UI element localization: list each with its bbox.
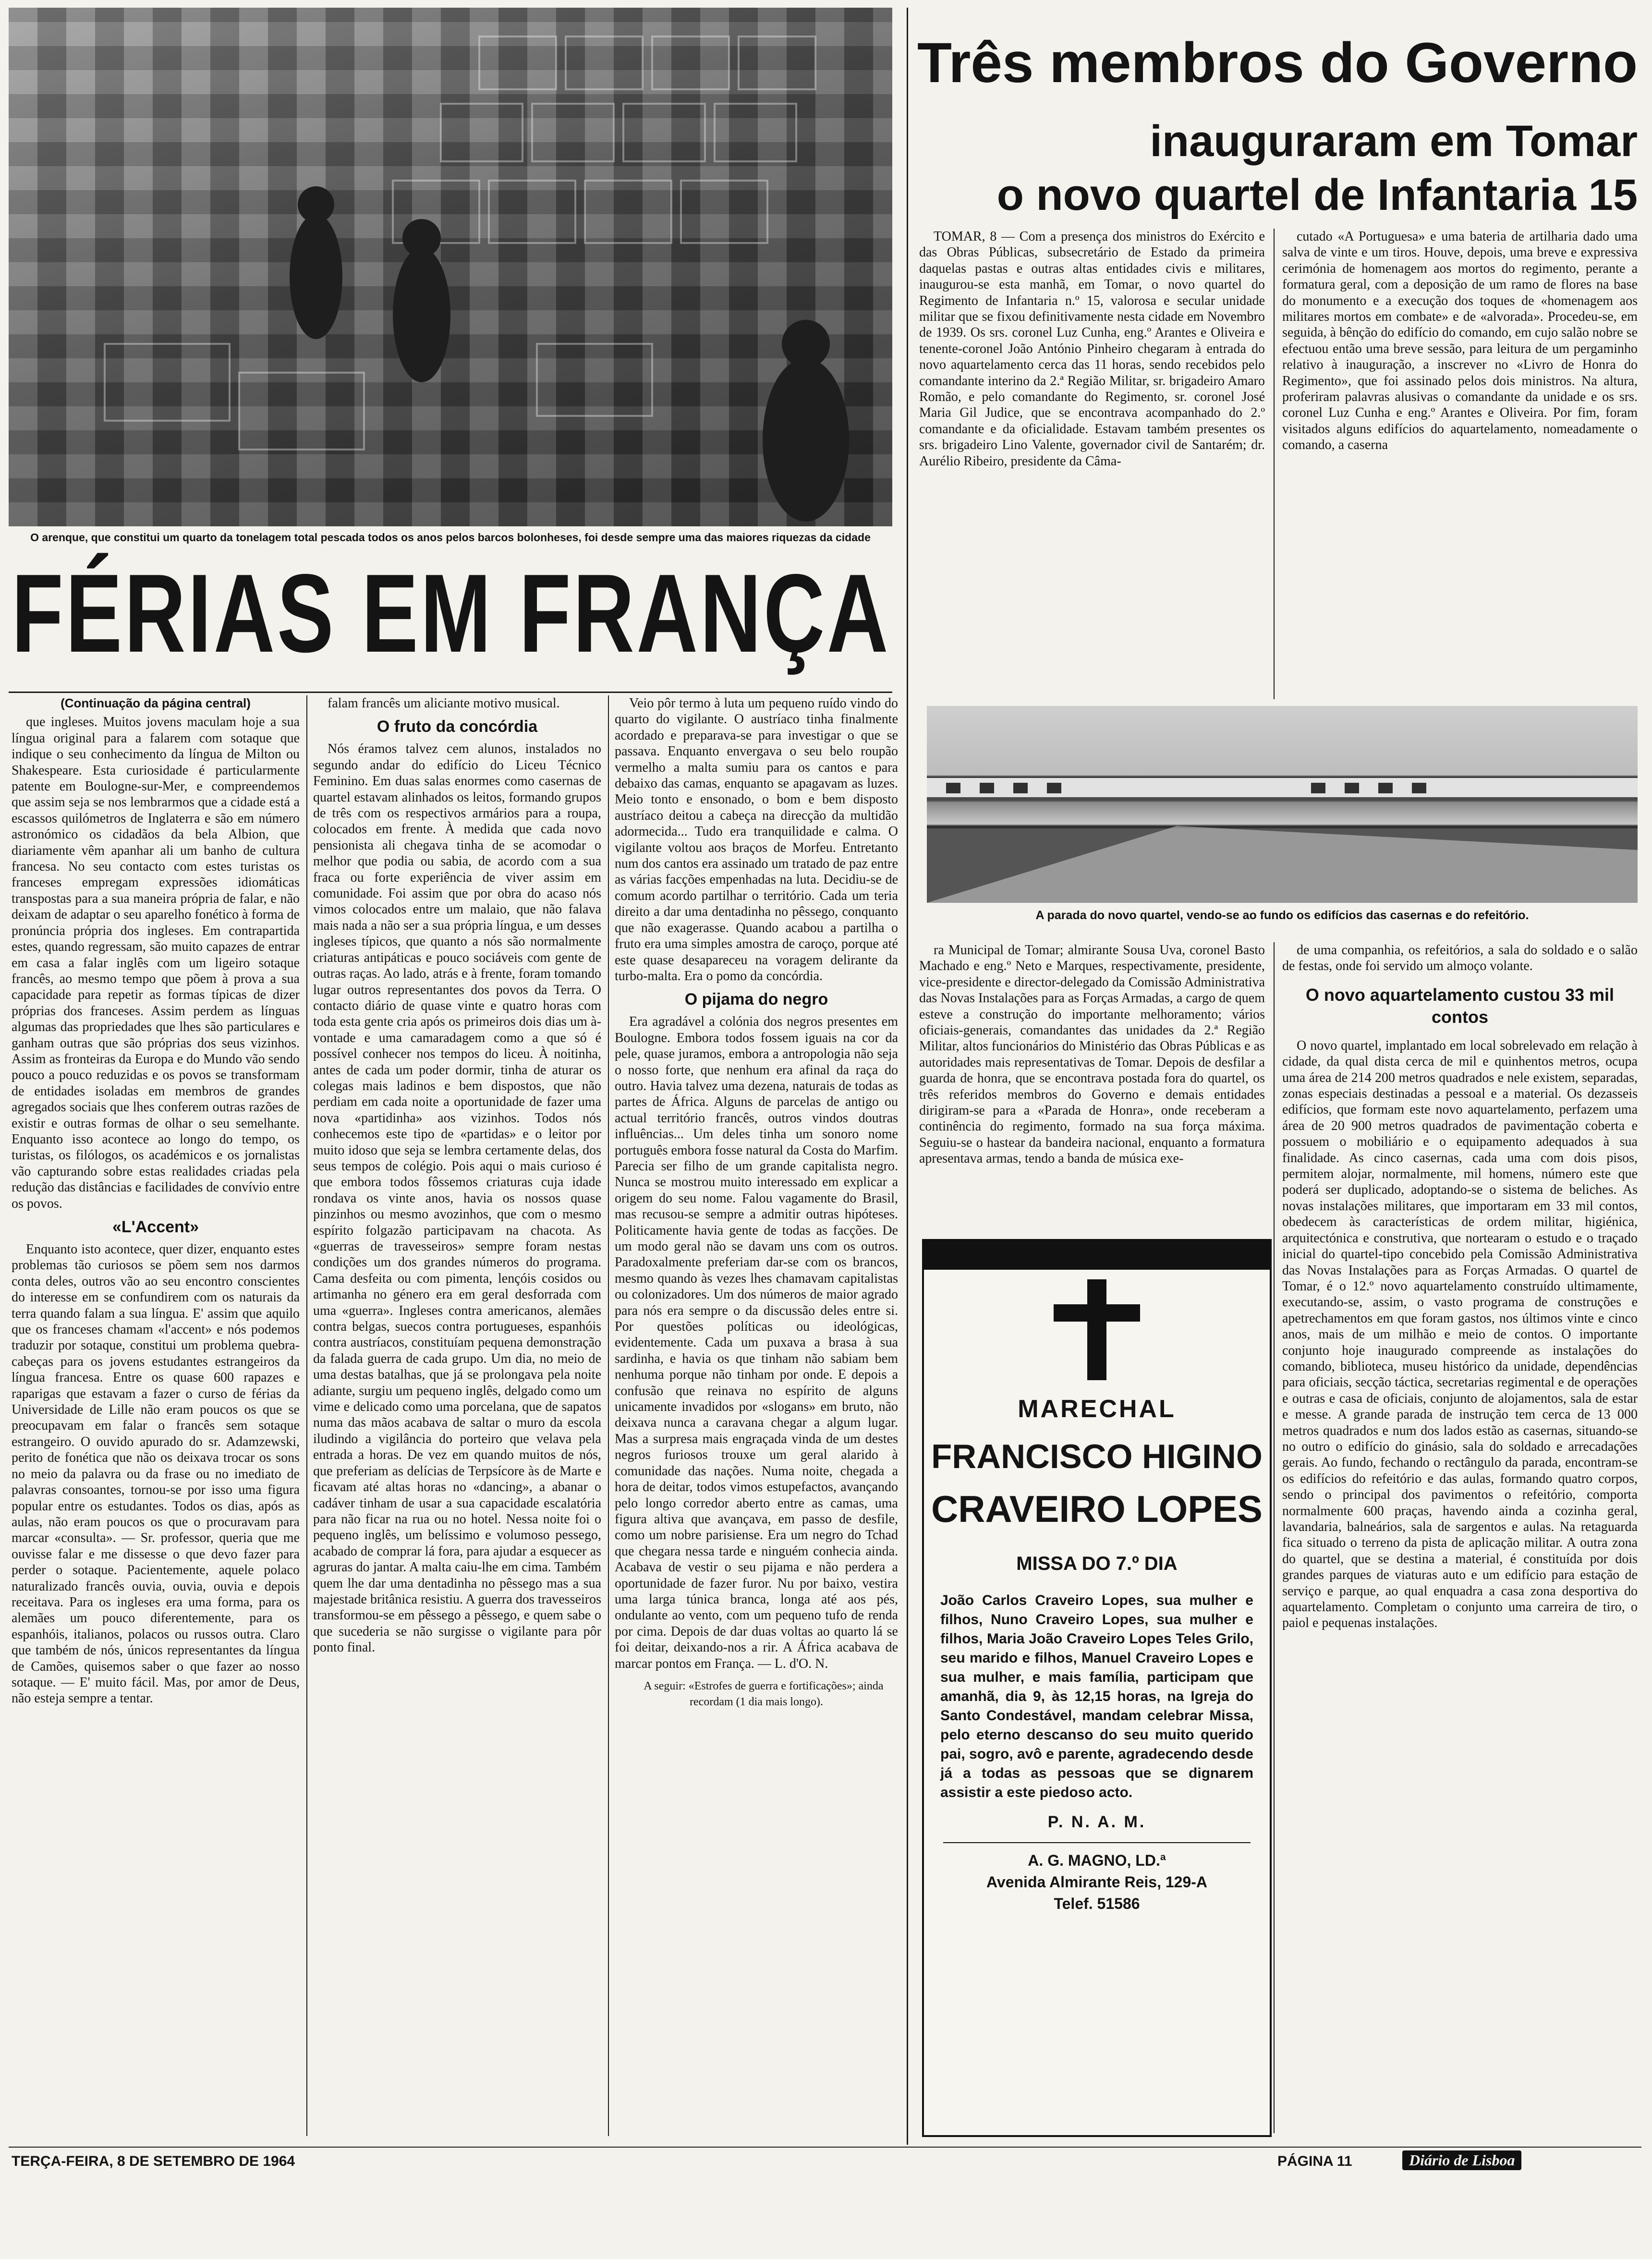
- feature-paragraph: que ingleses. Muitos jovens maculam hoje a sua língua original para a falarem com sotaque que indique o seu conhecimento da língua de Milton ou Shakespeare. Esta curiosidade é particularmente patente em Boulogne-sur-Mer, e compreendemos que assim seja se nos lembrarmos que a cidade está a escassos quilómetros de Inglaterra e são em número astronómico os cidadãos da bela Albion, que diariamente vêm apanhar ali um banho de cultura francesa. No seu contacto com estes turistas os franceses empregam expressões idiomáticas transpostas para a sua maneira própria de falar, e não deixam de adaptar o seu aparelho fonético à forma de pronúncia própria dos ingleses. Em contrapartida estes, quando regressam, são muito capazes de entrar em casa a falar inglês com um ligeiro sotaque francês, ao mesmo tempo que põem à prova a sua capacidade para repetir as formas típicas de dizer próprias dos franceses. Assim perdem as línguas algumas das propriedades que lhes são particulares e ganham outras que são próprias dos seus vizinhos. Assim as fronteiras da Europa e do Mundo vão sendo pouco a pouco reduzidas e os povos se transformam de entidades isoladas em membros de grandes agregados sociais que lhes conferem outras razões de existir e outras formas de olhar o seu semelhante. Enquanto isso acontece ao longo do tempo, os turistas, os filólogos, os académicos e os jornalistas vão capturando sobre estas realidades criadas pela redução das distâncias e facilidades de convívio entre os povos.: [12, 715, 300, 1211]
- subhead-fruto: O fruto da concórdia: [377, 717, 538, 736]
- funeral-agency-phone: Telef. 51586: [1054, 1895, 1140, 1912]
- tomar-column-a-top: [919, 229, 1265, 699]
- tomar-headline-2: inauguraram em Tomar: [1150, 117, 1638, 166]
- tomar-column-b-bottom: [1282, 942, 1638, 2133]
- column-divider: [608, 695, 609, 2136]
- obituary-top-bar: [924, 1241, 1270, 1270]
- tomar-headline-1: Três membros do Governo: [917, 31, 1638, 94]
- subhead-custo: O novo aquartelamento custou 33 mil contos: [1305, 984, 1615, 1027]
- feature-paragraph: Veio pôr termo à luta um pequeno ruído vindo do quarto do vigilante. O austríaco tinha finalmente acordado e preparava-se para investigar o que se passava. Enquanto envergava o seu belo roupão vermelho a malta sumiu para os cantos e para debaixo das camas, enquanto se apagavam as luzes. Meio tonto e ensonado, o bom e bem disposto austríaco deitou a cabeça na direcção da multidão adormecida... Tudo era tranquilidade e calma. O vigilante voltou aos braços de Morfeu. Entretanto num dos cantos era assinado um tratado de paz entre as várias facções empenhadas na luta. Decidiu-se de comum acordo partilhar o território. Cada um teria direito a dar uma dentadinha no pêssego, conquanto que não exagerasse. Quando acabou a partilha o fruto era uma simples amostra de caroço, porque até este quase desapareceu na voragem delirante da turbo-malta. Era o pomo da concórdia.: [615, 696, 898, 984]
- funeral-agency: A. G. MAGNO, LD.ª: [1028, 1852, 1166, 1869]
- feature-paragraph: falam francês um aliciante motivo musical.: [328, 696, 560, 711]
- herring-crates-illustration: [9, 8, 892, 526]
- herring-photo-caption: O arenque, que constitui um quarto da tonelagem total pescada todos os anos pelos barcos bolonheses, foi desde sempre uma das maiores riquezas da cidade: [30, 531, 871, 544]
- obituary-notice: [922, 1239, 1272, 2137]
- column-divider: [1274, 229, 1275, 699]
- column-divider: [306, 695, 307, 2136]
- subhead-accent: «L'Accent»: [112, 1218, 199, 1236]
- tomar-paragraph: ra Municipal de Tomar; almirante Sousa Uva, coronel Basto Machado e eng.º Neto e Marques, respectivamente, presidente, vice-presidente e director-delegado da Comissão Administrativa das Novas Instalações para as Forças Armadas, a cargo de quem esteve a construção do importante melhoramento; vários oficiais-generais, comandantes das unidades da 2.ª Região Militar, altos funcionários do Ministério das Obras Públicas e as autoridades mais representativas de Tomar. Depois de desfilar a guarda de honra, que se encontrava postada fora do quartel, os três referidos membros do Governo e demais entidades dirigiram-se para a «Parada de Honra», onde receberam a continência do regimento, formado na sua força máxima. Seguiu-se o hastear da bandeira nacional, enquanto a formatura apresentava armas, tendo a banda de música exe-: [919, 943, 1265, 1166]
- feature-column-3: [615, 695, 898, 2136]
- feature-column-1: [12, 695, 300, 2136]
- footer-rule: [9, 2147, 1641, 2148]
- feature-headline: FÉRIAS EM FRANÇA: [12, 551, 891, 676]
- obituary-name-2: CRAVEIRO LOPES: [931, 1489, 1263, 1530]
- tomar-headline-3: o novo quartel de Infantaria 15: [996, 170, 1638, 219]
- obituary-rank: MARECHAL: [1018, 1395, 1176, 1423]
- barracks-photo-caption: A parada do novo quartel, vendo-se ao fundo os edifícios das casernas e do refeitório.: [1035, 909, 1529, 922]
- obituary-text: João Carlos Craveiro Lopes, sua mulher e filhos, Nuno Craveiro Lopes, sua mulher e filhos, Maria João Craveiro Lopes Teles Grilo, seu marido e filhos, Manuel Craveiro Lopes e sua mulher, e mais família, participam que amanhã, dia 9, às 12,15 horas, na Igreja do Santo Condestável, mandam celebrar Missa, pelo eterno descanso do seu muito querido pai, sogro, avô e parente, agradecendo desde já a todas as pessoas que se dignarem assistir a este piedoso acto.: [940, 1592, 1253, 1800]
- footer-date: TERÇA-FEIRA, 8 DE SETEMBRO DE 1964: [12, 2153, 295, 2169]
- continuation-note: (Continuação da página central): [61, 696, 251, 710]
- series-note: A seguir: «Estrofes de guerra e fortificações»; ainda recordam (1 dia mais longo).: [644, 1679, 884, 1709]
- obituary-mass: MISSA DO 7.º DIA: [1016, 1553, 1178, 1574]
- masthead-logo: Diário de Lisboa: [1402, 2150, 1521, 2170]
- feature-paragraph: Era agradável a colónia dos negros presentes em Boulogne. Embora todos fossem iguais na cor da pele, quase juramos, embora a antropologia não seja o nosso forte, que nenhum era afinal da raça do outro. Havia talvez uma dezena, naturais de todas as partes de África. Alguns de parcelas de antigo ou actual território francês, outros vindos doutras influências... Um deles tinha um sonoro nome português embora fosse natural da Costa do Marfim. Parecia ser filho de um grande capitalista negro. Nunca se mostrou muito interessado em explicar a origem do seu nome. Falou vagamente do Brasil, mas recusou-se sempre a admitir outras hipóteses. Politicamente havia gente de todas as facções. De um modo geral não se davam uns com os outros. Paradoxalmente preferiam dar-se com os brancos, mesmo quando às vezes lhes chamavam capitalistas ou colonizadores. Um dos números de maior agrado para nós era sempre o da discussão deles entre si. Por questões políticas ou ideológicas, evidentemente. Cada um puxava a brasa à sua sardinha, e havia os que tinham não sabiam bem nenhuma porque não tinham por onde. E depois a confusão que reinava no espírito de alguns unicamente invadidos por «slogans» em bruto, não deixava nunca a caravana chegar a algum lugar. Mas a surpresa mais engraçada vinda de um destes negros furiosos trouxe um geral alarido à comunidade das nações. Numa noite, chegada a hora de deitar, todos vimos estupefactos, avançando pelo longo corredor aberto entre as camas, uma figura altiva que avançava, em passo de desfile, como um nobre parisiense. Era um negro do Tchad que chegara nessa tarde e ninguém conhecia ainda. Acabava de vestir o seu pijama e não perdera a oportunidade de fazer furor. Nu por baixo, vestira uma larga túnica branca, longa até aos pés, ondulante ao vento, com um pequeno tufo de renda por cima. Depois de dar duas voltas ao quarto lá se foi deitar, deixando-nos a rir. A África acabava de marcar pontos em França. — L. d'O. N.: [615, 1014, 898, 1671]
- funeral-agency-address: Avenida Almirante Reis, 129-A: [986, 1873, 1207, 1891]
- feature-column-2: [313, 695, 601, 2136]
- tomar-column-b-top: [1282, 229, 1638, 699]
- tomar-paragraph: de uma companhia, os refeitórios, a sala do soldado e o salão de festas, onde foi servido um almoço volante.: [1282, 943, 1638, 974]
- tomar-paragraph: cutado «A Portuguesa» e uma bateria de artilharia dado uma salva de vinte e um tiros. Houve, depois, uma breve e expressiva cerimónia de homenagem aos mortos do regimento, perante a formatura geral, com a deposição de um ramo de flores na base do monumento e a execução dos toques de «homenagem aos militares mortos em combate» e de «alvorada». Procedeu-se, em seguida, à bênção do edifício do comando, em cujo salão nobre se efectuou então uma breve sessão, para leitura de um pergaminho relativo à inauguração, a inscrever no «Livro de Honra do Regimento», que foi assinado pelos dois ministros. Na altura, proferiram palavras alusivas o comandante da unidade e os srs. coronel Luz Cunha e eng.º Arantes e Oliveira. Por fim, foram visitados alguns edifícios do aquartelamento, nomeadamente o comando, a caserna: [1282, 229, 1638, 453]
- column-divider: [1274, 942, 1275, 2133]
- barracks-photo: [927, 706, 1638, 903]
- tomar-column-a-bottom: [919, 942, 1265, 1226]
- barracks-illustration: [927, 706, 1638, 903]
- tomar-paragraph: TOMAR, 8 — Com a presença dos ministros do Exército e das Obras Públicas, subsecretário de Estado da primeira daquelas pastas e outras altas entidades civis e militares, inaugurou-se esta manhã, em Tomar, o novo quartel do Regimento de Infantaria n.º 15, valorosa e secular unidade militar que se fixou definitivamente nesta cidade em Novembro de 1939. Os srs. coronel Luz Cunha, eng.º Arantes e Oliveira e tenente-coronel João António Pinheiro chegaram à entrada do novo aquartelamento cerca das 11 horas, sendo recebidos pelo comandante interino da 2.ª Região Militar, sr. brigadeiro Amaro Romão, e pelo comandante do Regimento, sr. coronel José Maria Gil Judice, que se encontrava acompanhado do 2.º comandante e da oficialidade. Estavam também presentes os srs. brigadeiro Lino Valente, governador civil de Santarém; dr. Aurélio Ribeiro, presidente da Câma-: [919, 229, 1265, 469]
- obituary-rule: [943, 1842, 1251, 1843]
- subhead-pijama: O pijama do negro: [684, 990, 828, 1009]
- cross-icon: [924, 1270, 1270, 1385]
- feature-paragraph: Enquanto isto acontece, quer dizer, enquanto estes problemas tão curiosos se põem sem nos darmos conta deles, outros vão ao seu encontro conscientes do interesse em se confundirem com os naturais da terra quando falam a sua língua. E' assim que aquilo que os franceses chamam «l'accent» e nós podemos traduzir por sotaque, constitui um problema quebra-cabeças para os jovens estudantes estrangeiros da língua francesa. Entre os quase 600 rapazes e raparigas que estavam a fazer o curso de férias da Universidade de Lille não eram poucos os que se preocupavam em falar o francês sem sotaque estrangeiro. O ouvido apurado do sr. Adamzewski, perito de fonética que não os deixava trocar os sons no meio da palavra ou da frase ou no imediato de palavras consoantes, tornou-se por isso uma figura popular entre os estudantes. Todos os dias, após as aulas, não eram poucos os que o procuravam para marcar «consulta». — Sr. professor, queria que me ouvisse falar e me dissesse o que devo fazer para perder o sotaque. Pacientemente, aquele polaco naturalizado francês ouvia, ouvia, ouvia e depois receitava. Para os ingleses era uma forma, para os alemães um pouco diferentemente, para os espanhóis, italianos, polacos ou russos outra. Claro que também de nós, únicos representantes da língua de Camões, quisemos saber o que fazer ao nosso sotaque. — E' muito fácil. Mas, por amor de Deus, não esteja sempre a tentar.: [12, 1242, 300, 1706]
- obituary-sign: P. N. A. M.: [1047, 1813, 1146, 1831]
- footer-page-number: PÁGINA 11: [1277, 2153, 1352, 2169]
- feature-paragraph: Nós éramos talvez cem alunos, instalados no segundo andar do edifício do Liceu Técnico Feminino. Em duas salas enormes como casernas de quartel estavam alinhados os leitos, formando grupos de três com os respectivos armários para a roupa, colocados em frente. À medida que cada novo pensionista ali chegava tinha de se acomodar o melhor que podia ou sabia, de acordo com a sua fraca ou forte experiência de viver assim em comunidade. Foi assim que por obra do acaso nós vimos colocados entre um malaio, que não falava mais nada a não ser a sua própria língua, e um desses ingleses típicos, que quanto a nós são normalmente criaturas antipáticas e pouco sociáveis com gente de outras raças. Ao lado, atrás e à frente, foram tomando lugar outros representantes dos povos da Terra. O contacto diário de quase vinte e quatro horas com toda esta gente cria após os primeiros dois dias um à-vontade e uma camaradagem como a que só é possível conhecer nos tempos do liceu. À noitinha, antes de cada um poder dormir, tinha de aturar os colegas mais ladinos e bem dispostos, que não perdiam em cada noite a oportunidade de fazer uma nova «partidinha» aos vizinhos. Todos nós conhecemos este tipo de «partidas» e o leitor por muito idoso que seja se lembra certamente delas, dos seus tempos de colégio. Pois aqui o mais curioso é que embora todos fôssemos criaturas cuja idade rondava os vinte anos, havia os nossos quase pinzinhos ou mesmo avozinhos, que com o mesmo espírito folgazão participavam na chacota. As «guerras de travesseiros» sempre foram nestas condições um dos grandes números do programa. Cama desfeita ou com pimenta, lençóis cosidos ou artimanha no género era em geral desforrada com uma «guerra». Ingleses contra americanos, alemães contra belgas, suecos contra portugueses, espanhóis contra austríacos, constituíam pequena demonstração da falada guerra de cada grupo. Um dia, no meio de uma destas batalhas, que já se prolongava pela noite adiante, surgiu um pequeno inglês, delgado como um vime e delicado como uma porcelana, que de sapatos numa das mãos acabava de saltar o muro da escola iludindo a vigilância do porteiro que velava pela entrada a horas. De vez em quando muitos de nós, que preferiam as delícias de Terpsícore às de Marte e ficavam até altas horas no «dancing», a abanar o cadáver tinham de usar a sua capacidade escalatória para não ficar na rua ou no hotel. Nessa noite foi o pequeno inglês, um belíssimo e volumoso pessego, acabado de comprar lá fora, para ajudar a esquecer as agruras do jantar. A malta caiu-lhe em cima. Também quem lhe dar uma dentadinha no pêssego mas a sua majestade britânica resistiu. A guerra dos travesseiros transformou-se em pêssego a pêssego, e quem sabe o que sucederia se não surgisse o vigilante para pôr ponto final.: [313, 741, 601, 1655]
- tomar-paragraph: O novo quartel, implantado em local sobrelevado em relação à cidade, da qual dista cerca de mil e quinhentos metros, ocupa uma área de 214 200 metros quadrados e nele existem, separadas, zonas especiais destinadas a pessoal e a material. Os dezasseis edifícios, que formam este novo aquartelamento, perfazem uma área de 20 900 metros quadrados de pavimentação coberta e possuem o mobiliário e o equipamento adequados à sua finalidade. As cinco casernas, cada uma com dois pisos, permitem alojar, normalmente, mil homens, número este que poderá ser duplicado, adoptando-se o sistema de beliches. As novas instalações militares, que importaram em 33 mil contos, obedecem às características de ordem militar, higiénica, arquitectónica e construtiva, que nortearam o estudo e o traçado inicial do quartel-tipo concebido pela Comissão Administrativa das Novas Instalações para as Forças Armadas. O quartel de Tomar, é o 12.º novo aquartelamento construído ultimamente, executando-se, assim, o vasto programa de construções e apetrechamentos em que foram gastos, nos últimos vinte e cinco anos, mais de um milhão e meio de contos. O importante conjunto hoje inaugurado compreende as instalações do comando, biblioteca, museu histórico da unidade, dependências para oficiais, secção táctica, secretarias regimental e de operações e outras e casa de oficiais, conjunto de alojamentos, sala de estar e messe. A grande parada de instrução tem cerca de 13 000 metros quadrados e num dos lados estão as casernas, situando-se no outro o edifício do ginásio, sala do soldado e arrecadações gerais. Ao fundo, fechando o rectângulo da parada, encontram-se os edifícios do refeitório e das aulas, formando quatro corpos, sendo o principal dos pavimentos o refeitório, comporta normalmente 600 praças, havendo ainda a cozinha geral, lavandaria, balneários, sala de sargentos e aulas. Na retaguarda fica situado o terreno da pista de aplicação militar. A outra zona do quartel, que se destina a material, é constituída por dois grandes parques de viaturas auto e um edifício para estação de serviço e parque, ao qual enquadra a casa zona desportiva do aquartelamento. Completam o conjunto uma carreira de tiro, o paiol e pequenas instalações.: [1282, 1038, 1638, 1631]
- page-divider: [907, 8, 908, 2145]
- obituary-name-1: FRANCISCO HIGINO: [931, 1437, 1263, 1475]
- herring-photo: [9, 8, 892, 526]
- headline-rule: [9, 692, 892, 693]
